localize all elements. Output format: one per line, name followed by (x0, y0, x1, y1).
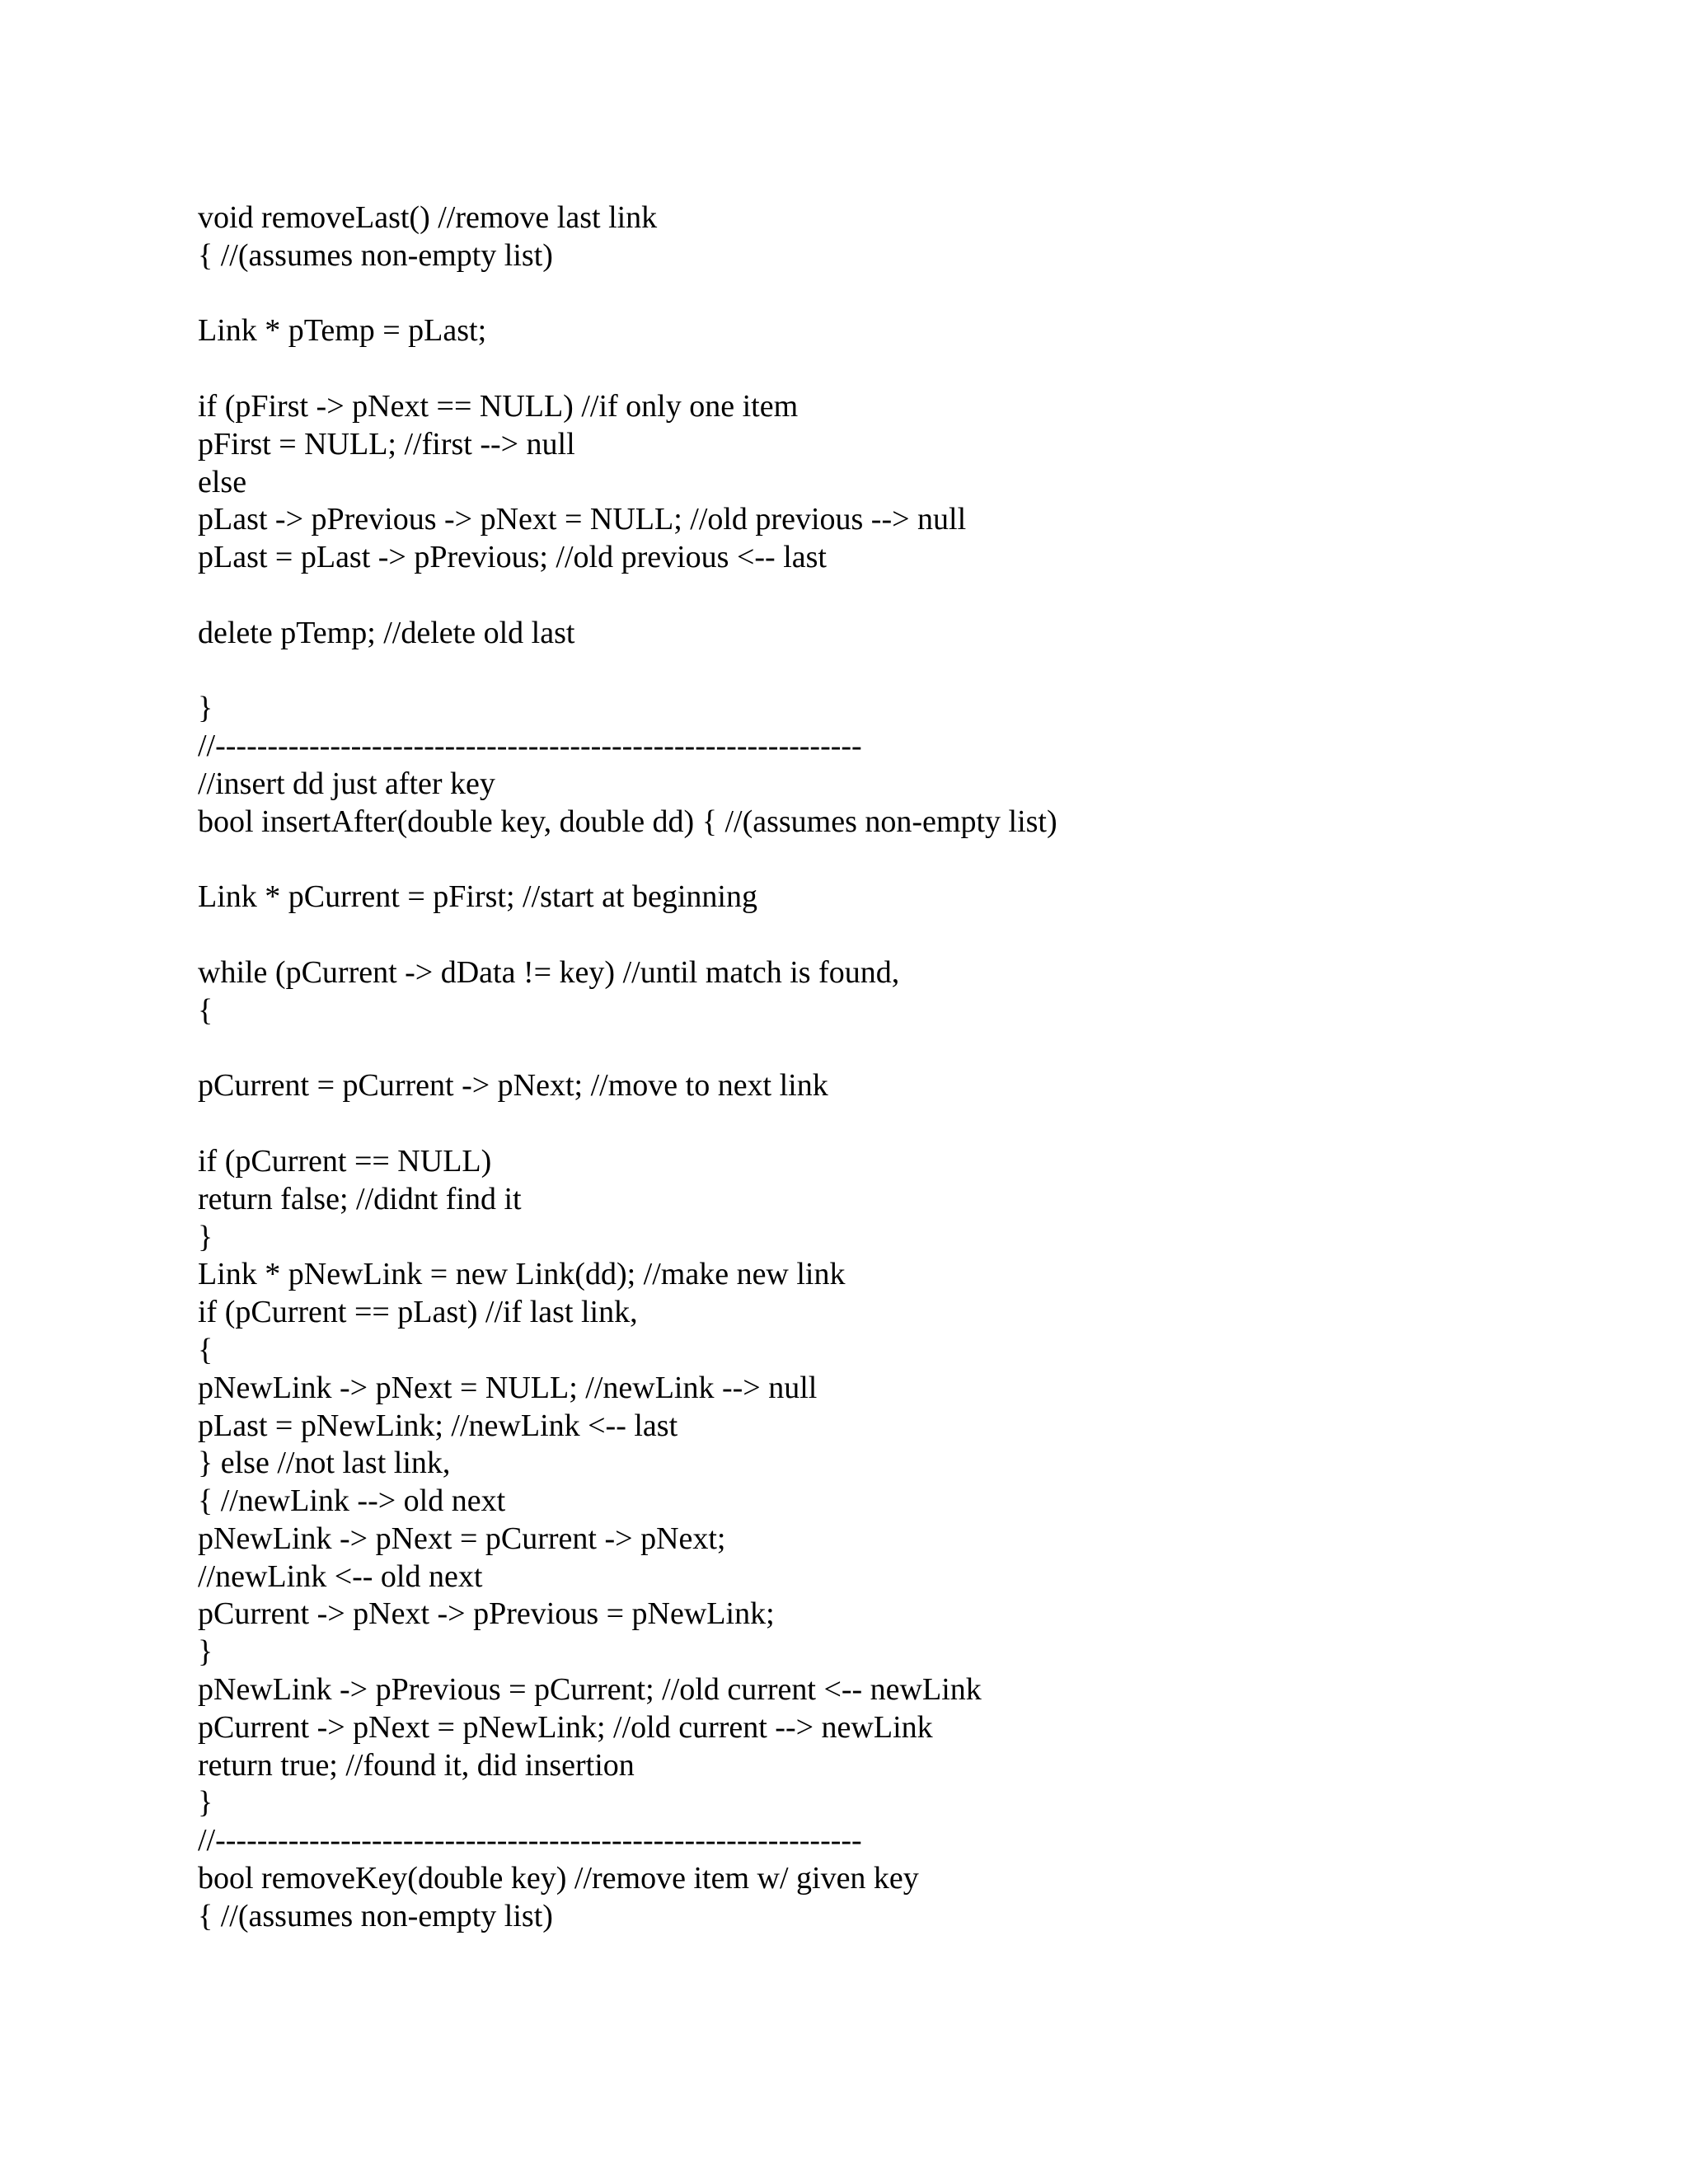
code-line: pFirst = NULL; //first --> null (198, 426, 575, 462)
code-line: else (198, 464, 247, 499)
code-line: //insert dd just after key (198, 766, 495, 801)
code-line: { //newLink --> old next (198, 1483, 506, 1519)
code-line: Link * pTemp = pLast; (198, 313, 487, 349)
code-line: //newLink <-- old next (198, 1558, 483, 1594)
code-line (198, 275, 1599, 313)
code-line: pNewLink -> pPrevious = pCurrent; //old current <-- newLink (198, 1672, 982, 1708)
code-line: pLast -> pPrevious -> pNext = NULL; //old previous --> null (198, 502, 967, 537)
code-line: { //(assumes non-empty list) (198, 237, 553, 273)
code-line (198, 350, 1599, 388)
code-line: pLast = pLast -> pPrevious; //old previous <-- last (198, 540, 827, 575)
code-line (198, 916, 1599, 954)
code-line: Link * pCurrent = pFirst; //start at beginning (198, 879, 757, 915)
code-line: bool insertAfter(double key, double dd) { //(assumes non-empty list) (198, 804, 1057, 839)
separator-comment: //-------------------------------------------------------------- (198, 1823, 862, 1858)
code-line: void removeLast() //remove last link (198, 200, 658, 235)
code-line: pNewLink -> pNext = NULL; //newLink --> null (198, 1370, 818, 1405)
code-line: } (198, 1785, 213, 1821)
code-line: } else //not last link, (198, 1446, 451, 1481)
code-line: pCurrent = pCurrent -> pNext; //move to next link (198, 1068, 828, 1104)
code-line: if (pCurrent == pLast) //if last link, (198, 1295, 638, 1330)
code-line: while (pCurrent -> dData != key) //until match is found, (198, 954, 900, 990)
code-line: pCurrent -> pNext = pNewLink; //old current --> newLink (198, 1709, 933, 1745)
code-line: { //(assumes non-empty list) (198, 1898, 553, 1933)
code-line: } (198, 691, 213, 726)
separator-comment: //-------------------------------------------------------------- (198, 729, 862, 764)
code-line (198, 577, 1599, 615)
code-line: Link * pNewLink = new Link(dd); //make new link (198, 1257, 846, 1292)
code-line: return true; //found it, did insertion (198, 1747, 635, 1783)
code-line: if (pCurrent == NULL) (198, 1143, 492, 1179)
code-line (198, 841, 1599, 879)
code-line (198, 653, 1599, 691)
code-line: pCurrent -> pNext -> pPrevious = pNewLink; (198, 1596, 775, 1632)
code-line: } (198, 1219, 213, 1254)
code-line: return false; //didnt find it (198, 1181, 522, 1216)
code-line: { (198, 1332, 213, 1367)
code-line: delete pTemp; //delete old last (198, 615, 575, 650)
code-line: bool removeKey(double key) //remove item w/ given key (198, 1861, 919, 1896)
code-listing (198, 199, 1599, 1936)
code-line: pNewLink -> pNext = pCurrent -> pNext; (198, 1521, 726, 1556)
code-line (198, 1105, 1599, 1143)
code-line: pLast = pNewLink; //newLink <-- last (198, 1408, 678, 1443)
code-line: if (pFirst -> pNext == NULL) //if only one item (198, 388, 799, 424)
code-line: { (198, 992, 213, 1028)
code-line: } (198, 1634, 213, 1670)
code-line (198, 1030, 1599, 1068)
